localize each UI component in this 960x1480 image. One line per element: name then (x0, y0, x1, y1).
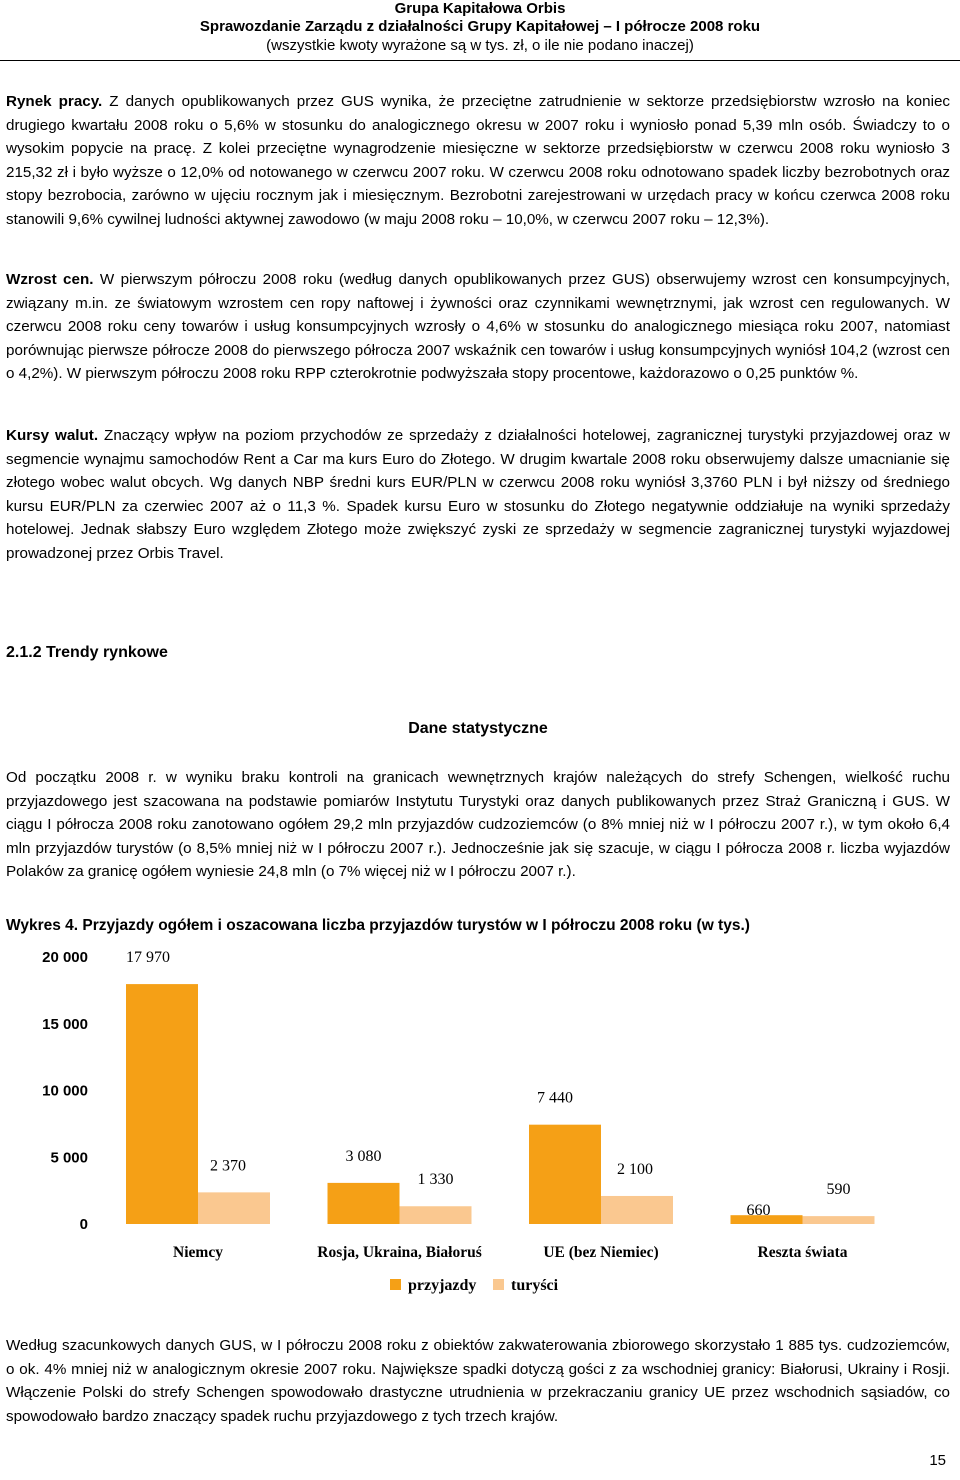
bar-przyjazdy-1 (328, 1183, 400, 1224)
price-growth-text: W pierwszym półroczu 2008 roku (według danych opublikowanych przez GUS) obserwujemy wzrost cen konsumpcyjnych, związany m.in. ze światowym wzrostem cen ropy naftowej i żywności oraz czynnikami wewnętrznymi, jak wzrost cen regulowanych. W czerwcu 2008 roku ceny towarów i usług konsumpcyjnych wzrosły o 4,6% w stosunku do analogicznego miesiąca roku 2007, natomiast porównując pierwsze półrocze 2008 do pierwszego półrocza 2007 wskaźnik cen towarów i usług konsumpcyjnych wyniósł 104,2 (wzrost cen o 4,2%). W pierwszym półroczu 2008 roku RPP czterokrotnie podwyższała stopy procentowe, każdorazowo o 0,25 punktów %. (6, 271, 951, 382)
category-label-0: Niemcy (173, 1244, 223, 1261)
section-heading-trends: 2.1.2 Trendy rynkowe (6, 644, 168, 661)
bar-turyści-3 (803, 1216, 875, 1224)
bar-przyjazdy-0 (126, 984, 198, 1224)
y-tick-label-0: 0 (79, 1216, 88, 1233)
header-title: Sprawozdanie Zarządu z działalności Grupy Kapitałowej – I półrocze 2008 roku (199, 18, 761, 35)
value-label-przyjazdy-2: 7 440 (537, 1089, 573, 1107)
value-label-turyści-3: 590 (826, 1181, 851, 1199)
exchange-rates-title: Kursy walut. (6, 427, 99, 444)
header-divider (0, 60, 960, 61)
paragraph-statistics (6, 766, 950, 884)
statistics-text: Od początku 2008 r. w wyniku braku kontroli na granicach wewnętrznych krajów należących do strefy Schengen, wielkość ruchu przyjazdowego jest szacowana na podstawie pomiarów Instytutu Turystyki oraz danych publikowanych przez Straż Graniczną i GUS. W ciągu I półrocza 2008 roku zanotowano ogółem 29,2 mln przyjazdów cudzoziemców (o 8% mniej niż w I półroczu 2007 r.), w tym około 6,4 mln przyjazdów turystów (o 8,5% mniej niż w I półroczu 2007 r.). Jednocześnie jak się szacuje, w ciągu I półrocza 2008 r. liczba wyjazdów Polaków za granicę ogółem wyniesie 24,8 mln (o 7% więcej niż w I półroczu 2007 r.). (6, 769, 950, 880)
accommodation-text: Według szacunkowych danych GUS, w I półroczu 2008 roku z obiektów zakwaterowania zbiorowego skorzystało 1 885 tys. cudzoziemców, o ok. 4% mniej niż w analogicznym okresie 2007 roku. Największe spadki dotyczą gości z za wschodniej granicy: Białorusi, Ukrainy i Rosji. Włączenie Polski do strefy Schengen spowodowało drastyczne utrudnienia w przekraczaniu granicy UE przez wschodnich sąsiadów, co spowodowało bardzo znaczący spadek ruchu przyjazdowego z tych trzech krajów. (6, 1337, 950, 1425)
page-header (0, 0, 960, 55)
bar-turyści-0 (198, 1192, 270, 1224)
page-number: 15 (929, 1452, 946, 1469)
value-label-turyści-2: 2 100 (617, 1160, 653, 1178)
arrivals-chart (0, 935, 960, 1315)
legend-label-przyjazdy: przyjazdy (408, 1277, 477, 1294)
paragraph-labor-market (6, 90, 950, 231)
section-heading-statistics: Dane statystyczne (408, 720, 548, 737)
exchange-rates-text: Znaczący wpływ na poziom przychodów ze sprzedaży z działalności hotelowej, zagranicznej turystyki przyjazdowej oraz w segmencie wynajmu samochodów Rent a Car ma kurs Euro do Złotego. W drugim kwartale 2008 roku obserwujemy dalsze umacnianie się złotego wobec walut obcych. Wg danych NBP średni kurs EUR/PLN w czerwcu 2008 roku wyniósł 3,3760 PLN i był niższy od średniego kursu EUR/PLN za czerwiec 2007 aż o 11,3 %. Spadek kursu Euro w stosunku do Złotego negatywnie oddziałuje na wyniki sprzedaży hotelowej. Jednak słabszy Euro względem Złotego może zwiększyć zyski ze sprzedaży w segmencie zagranicznej turystyki wyjazdowej prowadzonej przez Orbis Travel. (6, 427, 950, 562)
chart-caption: Wykres 4. Przyjazdy ogółem i oszacowana liczba przyjazdów turystów w I półroczu 2008 roku (w tys.) (6, 917, 750, 934)
header-subtitle: (wszystkie kwoty wyrażone są w tys. zł, o ile nie podano inaczej) (266, 37, 694, 54)
arrivals-chart-svg (0, 935, 960, 1315)
paragraph-price-growth (6, 268, 950, 386)
header-company: Grupa Kapitałowa Orbis (394, 0, 566, 17)
legend-swatch-turyści (493, 1279, 504, 1290)
legend-label-turyści: turyści (511, 1277, 559, 1294)
bar-turyści-1 (400, 1206, 472, 1224)
bar-turyści-2 (601, 1196, 673, 1224)
category-label-1: Rosja, Ukraina, Białoruś (317, 1244, 482, 1261)
y-tick-label-1: 5 000 (50, 1149, 88, 1167)
paragraph-exchange-rates (6, 424, 950, 565)
y-tick-label-3: 15 000 (42, 1015, 88, 1033)
bar-przyjazdy-2 (529, 1125, 601, 1224)
legend-swatch-przyjazdy (390, 1279, 401, 1290)
value-label-turyści-0: 2 370 (210, 1157, 246, 1175)
value-label-przyjazdy-0: 17 970 (126, 949, 170, 967)
category-label-3: Reszta świata (757, 1244, 848, 1261)
category-label-2: UE (bez Niemiec) (543, 1244, 659, 1261)
price-growth-title: Wzrost cen. (6, 271, 94, 288)
value-label-przyjazdy-1: 3 080 (345, 1147, 382, 1165)
y-tick-label-4: 20 000 (42, 949, 88, 966)
labor-market-title: Rynek pracy. (6, 93, 103, 110)
value-label-turyści-1: 1 330 (417, 1171, 454, 1189)
value-label-przyjazdy-3: 660 (746, 1202, 771, 1220)
y-tick-label-2: 10 000 (42, 1082, 88, 1100)
paragraph-accommodation (6, 1334, 950, 1428)
labor-market-text: Z danych opublikowanych przez GUS wynika, że przeciętne zatrudnienie w sektorze przedsiębiorstw wzrosło na koniec drugiego kwartału 2008 roku o 5,6% w stosunku do analogicznego okresu w 2007 roku i wyniosło ponad 5,39 mln osób. Świadczy to o wysokim popycie na pracę. Z kolei przeciętne wynagrodzenie miesięczne w sektorze przedsiębiorstw w czerwcu 2008 roku wyniosło 3 215,32 zł i było wyższe o 12,0% od notowanego w czerwcu 2007 roku. W czerwcu 2008 roku odnotowano spadek liczby bezrobotnych oraz stopy bezrobocia, zarówno w ujęciu rocznym jak i miesięcznym. Bezrobotni zarejestrowani w urzędach pracy w końcu czerwca 2008 roku stanowili 9,6% cywilnej ludności aktywnej zawodowo (w maju 2008 roku – 10,0%, w czerwcu 2007 roku – 12,3%). (6, 93, 950, 228)
